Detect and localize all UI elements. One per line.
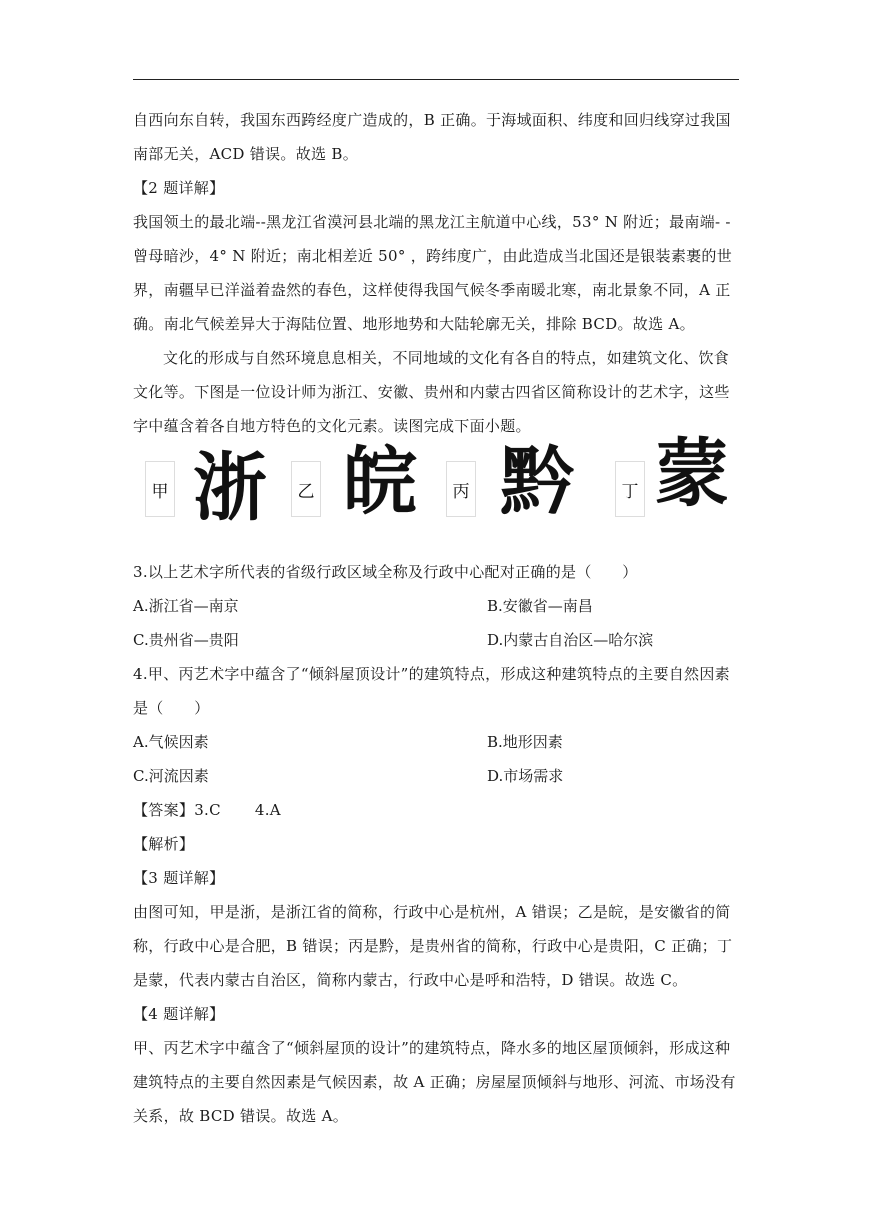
answer-q4: 4.A — [254, 801, 281, 819]
document-body — [133, 103, 743, 1133]
q3-stem: 3.以上艺术字所代表的省级行政区域全称及行政中心配对正确的是（ ） — [133, 563, 638, 581]
q4-options — [133, 725, 743, 793]
q3-detail-label: 【3 题详解】 — [133, 869, 225, 887]
art-label: 丁 — [615, 461, 645, 517]
intro-paragraph: 文化的形成与自然环境息息相关，不同地域的文化有各自的特点，如建筑文化、饮食文化等。下图是一位设计师为浙江、安徽、贵州和内蒙古四省区简称设计的艺术字，这些字中蕴含着各自地方特色的文化元素。读图完成下面小题。 — [133, 349, 730, 435]
art-label: 乙 — [291, 461, 321, 517]
answer-label: 【答案】3.C — [133, 801, 221, 819]
q4-option-b: B.地形因素 — [487, 733, 563, 751]
q3-option-a: A.浙江省—南京 — [133, 597, 239, 615]
q4-option-c: C.河流因素 — [133, 767, 209, 785]
paragraph-prev-answer: 自西向东自转，我国东西跨经度广造成的，B 正确。于海域面积、纬度和回归线穿过我国南部无关，ACD 错误。故选 B。 — [133, 111, 731, 163]
q2-detail-text: 我国领土的最北端--黑龙江省漠河县北端的黑龙江主航道中心线，53° N 附近；最南端- -曾母暗沙，4° N 附近；南北相差近 50° ，跨纬度广，由此造成当北国还是银装素裹的世界，南疆早已洋溢着盎然的春色，这样使得我国气候冬季南暖北寒，南北景象不同，A 正确。南北气候差异大于海陆位置、地形地势和大陆轮廓无关，排除 BCD。故选 A。 — [133, 213, 733, 333]
art-glyph-qian: 黔 — [500, 439, 574, 525]
q3-option-c: C.贵州省—贵阳 — [133, 631, 239, 649]
answer-line — [133, 793, 743, 827]
q3-option-d: D.内蒙古自治区—哈尔滨 — [487, 631, 654, 649]
art-glyph-wan: 皖 — [343, 439, 417, 525]
q4-detail-label: 【4 题详解】 — [133, 1005, 225, 1023]
analysis-label: 【解析】 — [133, 835, 195, 853]
q4-option-d: D.市场需求 — [487, 767, 564, 785]
q3-detail-text: 由图可知，甲是浙，是浙江省的简称，行政中心是杭州，A 错误；乙是皖，是安徽省的简称，行政中心是合肥，B 错误；丙是黔，是贵州省的简称，行政中心是贵阳，C 正确；丁是蒙，代表内蒙古自治区，简称内蒙古，行政中心是呼和浩特，D 错误。故选 C。 — [133, 903, 733, 989]
q4-option-a: A.气候因素 — [133, 733, 209, 751]
art-glyph-zhe: 浙 — [193, 445, 267, 531]
art-label: 甲 — [145, 461, 175, 517]
q3-options — [133, 589, 743, 657]
q4-stem: 4.甲、丙艺术字中蕴含了“倾斜屋顶设计”的建筑特点，形成这种建筑特点的主要自然因素是（ ） — [133, 665, 730, 717]
art-label: 丙 — [446, 461, 476, 517]
q2-detail-label: 【2 题详解】 — [133, 179, 225, 197]
header-rule — [133, 79, 739, 80]
art-glyph-meng: 蒙 — [655, 431, 729, 517]
q4-detail-text: 甲、丙艺术字中蕴含了“倾斜屋顶的设计”的建筑特点，降水多的地区屋顶倾斜，形成这种建筑特点的主要自然因素是气候因素，故 A 正确；房屋屋顶倾斜与地形、河流、市场没有关系，故 BCD 错误。故选 A。 — [133, 1039, 736, 1125]
art-characters-figure — [133, 431, 743, 555]
q3-option-b: B.安徽省—南昌 — [487, 597, 593, 615]
